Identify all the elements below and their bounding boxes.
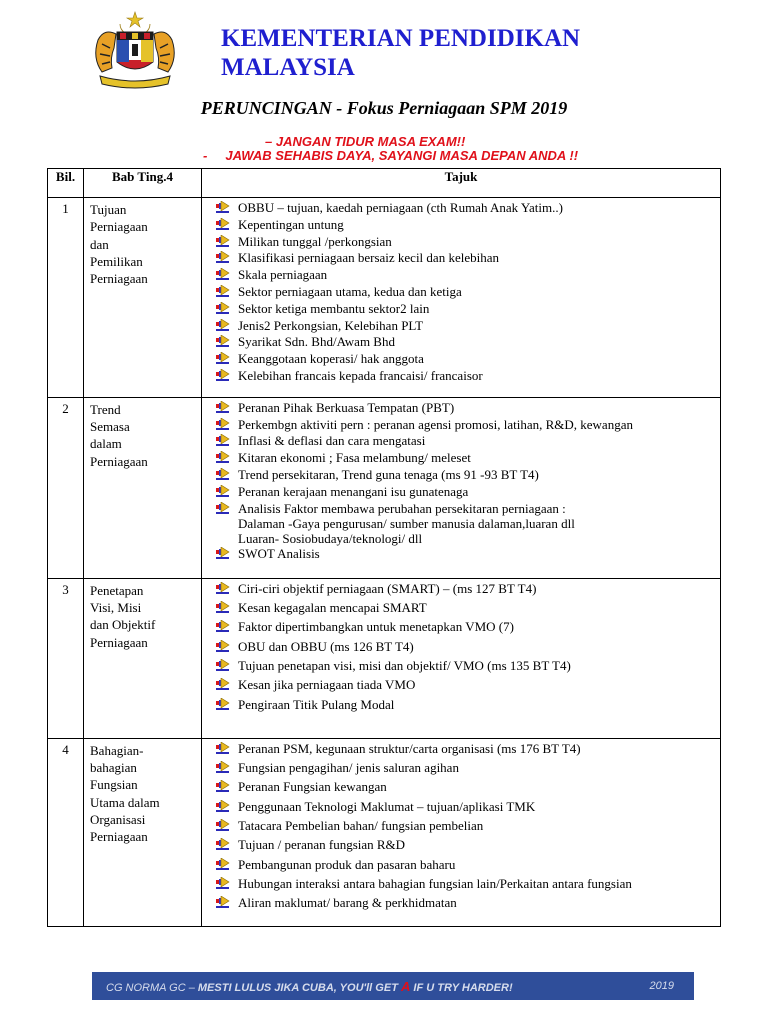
- topic-item: [206, 697, 716, 716]
- arrow-bullet-icon: [216, 434, 231, 447]
- topic-text-wrap: [238, 484, 468, 499]
- topic-item: [206, 417, 716, 434]
- topic-item: [206, 318, 716, 335]
- arrow-bullet-icon: [216, 896, 231, 909]
- chapter-line: Perniagaan: [90, 634, 148, 650]
- chapter-line: Semasa: [90, 419, 130, 435]
- topic-item: [206, 677, 716, 696]
- topic-text: OBU dan OBBU (ms 126 BT T4): [238, 638, 414, 654]
- ministry-name: [221, 24, 580, 82]
- topic-text: Penggunaan Teknologi Maklumat – tujuan/aplikasi TMK: [238, 798, 536, 814]
- header-bil: Bil.: [48, 169, 84, 198]
- topic-text: Milikan tunggal /perkongsian: [238, 233, 392, 249]
- chapter-cell: [84, 738, 202, 927]
- topic-text: OBBU – tujuan, kaedah perniagaan (cth Rumah Anak Yatim..): [238, 200, 563, 215]
- chapter-line: Pemilikan: [90, 253, 143, 269]
- topic-text-wrap: [238, 501, 575, 546]
- arrow-bullet-icon: [216, 620, 231, 633]
- arrow-bullet-icon: [216, 235, 231, 248]
- topic-text-wrap: [238, 895, 457, 910]
- topic-item: [206, 619, 716, 638]
- topic-text: Hubungan interaksi antara bahagian fungsian lain/Perkaitan antara fungsian: [238, 875, 632, 891]
- topic-text-wrap: [238, 639, 414, 654]
- row-number: 2: [48, 397, 84, 578]
- topic-item: [206, 484, 716, 501]
- topic-item: [206, 501, 716, 546]
- arrow-bullet-icon: [216, 401, 231, 414]
- topic-item: [206, 267, 716, 284]
- topic-text-wrap: [238, 619, 514, 634]
- topic-list: [206, 741, 716, 915]
- arrow-bullet-icon: [216, 780, 231, 793]
- chapter-line: Penetapan: [90, 582, 144, 598]
- topic-text: Peranan kerajaan menangani isu gunatenaga: [238, 483, 469, 499]
- topic-text: Tujuan / peranan fungsian R&D: [238, 837, 406, 853]
- arrow-bullet-icon: [216, 877, 231, 890]
- footer-author: CG NORMA GC –: [106, 981, 198, 994]
- topic-text-wrap: [238, 417, 633, 432]
- arrow-bullet-icon: [216, 201, 231, 214]
- topics-cell: [202, 738, 721, 927]
- table-header-row: [48, 169, 721, 198]
- topic-item: [206, 284, 716, 301]
- topic-text: Pembangunan produk dan pasaran baharu: [238, 856, 456, 872]
- footer-slogan: [106, 979, 513, 994]
- topic-text: Kepentingan untung: [238, 216, 344, 232]
- topic-item: [206, 217, 716, 234]
- arrow-bullet-icon: [216, 451, 231, 464]
- topic-text-wrap: [238, 467, 539, 482]
- topic-item: [206, 581, 716, 600]
- arrow-bullet-icon: [216, 302, 231, 315]
- arrow-bullet-icon: [216, 335, 231, 348]
- topic-text-wrap: [238, 284, 462, 299]
- topic-text-wrap: [238, 433, 425, 448]
- topic-text-wrap: [238, 600, 427, 615]
- document-title: PERUNCINGAN - Fokus Perniagaan SPM 2019: [200, 98, 568, 118]
- topic-text: Fungsian pengagihan/ jenis saluran agihan: [238, 760, 459, 776]
- row-number: 3: [48, 578, 84, 738]
- chapter-cell: [84, 198, 202, 398]
- topic-text-wrap: [238, 250, 499, 265]
- topic-text: Syarikat Sdn. Bhd/Awam Bhd: [238, 334, 395, 350]
- topic-item: [206, 301, 716, 318]
- topic-item: [206, 895, 716, 914]
- arrow-bullet-icon: [216, 547, 231, 560]
- topic-text: Trend persekitaran, Trend guna tenaga (ms 91 -93 BT T4): [238, 466, 539, 482]
- topic-item: [206, 658, 716, 677]
- topic-text: Aliran maklumat/ barang & perkhidmatan: [238, 895, 457, 911]
- topic-text: Sektor ketiga membantu sektor2 lain: [238, 300, 430, 316]
- topics-table: [47, 168, 721, 927]
- arrow-bullet-icon: [216, 761, 231, 774]
- topic-text: Peranan PSM, kegunaan struktur/carta organisasi (ms 176 BT T4): [238, 740, 581, 756]
- arrow-bullet-icon: [216, 352, 231, 365]
- topic-text: Analisis Faktor membawa perubahan persekitaran perniagaan :: [238, 500, 566, 516]
- topic-item: [206, 546, 716, 563]
- topic-text: Sektor perniagaan utama, kedua dan ketiga: [238, 283, 462, 299]
- topic-text-wrap: [238, 234, 392, 249]
- topic-text-wrap: [238, 857, 455, 872]
- topic-item: [206, 818, 716, 837]
- footer-motto: MESTI LULUS JIKA CUBA, YOU'll GET: [197, 981, 401, 994]
- header-bab: Bab Ting.4: [84, 169, 202, 198]
- topic-subtext: Dalaman -Gaya pengurusan/ sumber manusia dalaman,luaran dll: [238, 515, 575, 531]
- chapter-line: dan Objektif: [90, 617, 156, 633]
- chapter-line: Perniagaan: [90, 271, 148, 287]
- topic-list: [206, 400, 716, 563]
- topic-text: Tujuan penetapan visi, misi dan objektif/ VMO (ms 135 BT T4): [238, 657, 571, 673]
- arrow-bullet-icon: [216, 418, 231, 431]
- chapter-line: dan: [90, 236, 109, 252]
- topic-text: Peranan Fungsian kewangan: [238, 779, 387, 795]
- arrow-bullet-icon: [216, 659, 231, 672]
- topic-item: [206, 250, 716, 267]
- topic-subtext: Luaran- Sosiobudaya/teknologi/ dll: [238, 530, 423, 546]
- topic-text: Kelebihan francais kepada francaisi/ francaisor: [238, 367, 483, 383]
- warning-line-2: - JAWAB SEHABIS DAYA, SAYANGI MASA DEPAN ANDA !!: [203, 148, 579, 163]
- arrow-bullet-icon: [216, 268, 231, 281]
- topic-text-wrap: [238, 200, 563, 215]
- topic-text-wrap: [238, 217, 344, 232]
- warning-line-1: – JANGAN TIDUR MASA EXAM!!: [265, 134, 466, 149]
- topic-text-wrap: [238, 400, 454, 415]
- chapter-line: Perniagaan: [90, 829, 148, 845]
- topic-list: [206, 581, 716, 716]
- topic-text-wrap: [238, 741, 581, 756]
- chapter-line: Perniagaan: [90, 219, 148, 235]
- arrow-bullet-icon: [216, 582, 231, 595]
- topic-text: Perkembgn aktiviti pern : peranan agensi promosi, latihan, R&D, kewangan: [238, 416, 633, 432]
- chapter-line: Trend: [90, 401, 121, 417]
- chapter-line: dalam: [90, 436, 122, 452]
- topic-text-wrap: [238, 368, 483, 383]
- table-row: [48, 397, 721, 578]
- topic-item: [206, 400, 716, 417]
- chapter-line: Tujuan: [90, 202, 127, 217]
- topic-item: [206, 368, 716, 385]
- topic-item: [206, 467, 716, 484]
- topic-text-wrap: [238, 677, 415, 692]
- arrow-bullet-icon: [216, 369, 231, 382]
- topic-item: [206, 779, 716, 798]
- chapter-line: Perniagaan: [90, 453, 148, 469]
- topic-text: Keanggotaan koperasi/ hak anggota: [238, 351, 424, 367]
- ministry-name-line2: MALAYSIA: [221, 54, 355, 81]
- topic-text: Faktor dipertimbangkan untuk menetapkan VMO (7): [238, 619, 514, 635]
- topic-text-wrap: [238, 351, 424, 366]
- topics-cell: [202, 397, 721, 578]
- chapter-cell: [84, 397, 202, 578]
- topic-item: [206, 200, 716, 217]
- arrow-bullet-icon: [216, 319, 231, 332]
- topic-text: Jenis2 Perkongsian, Kelebihan PLT: [238, 317, 424, 333]
- topic-text: Kesan kegagalan mencapai SMART: [238, 600, 427, 616]
- table-row: [48, 738, 721, 927]
- ministry-name-line1: KEMENTERIAN PENDIDIKAN: [221, 25, 581, 52]
- footer-year: 2019: [649, 980, 674, 992]
- topic-item: [206, 433, 716, 450]
- arrow-bullet-icon: [216, 678, 231, 691]
- chapter-cell: [84, 578, 202, 738]
- topic-text: Inflasi & deflasi dan cara mengatasi: [238, 433, 426, 449]
- topic-text: SWOT Analisis: [238, 545, 320, 561]
- topic-text-wrap: [238, 837, 405, 852]
- arrow-bullet-icon: [216, 819, 231, 832]
- topics-cell: [202, 198, 721, 398]
- topic-text-wrap: [238, 450, 471, 465]
- topic-text: Skala perniagaan: [238, 267, 328, 283]
- arrow-bullet-icon: [216, 858, 231, 871]
- topic-text-wrap: [238, 658, 571, 673]
- chapter-line: Fungsian: [90, 777, 138, 793]
- chapter-line: Visi, Misi: [90, 600, 142, 616]
- topic-item: [206, 799, 716, 818]
- arrow-bullet-icon: [216, 800, 231, 813]
- topic-text: Tatacara Pembelian bahan/ fungsian pembelian: [238, 817, 484, 833]
- topic-text-wrap: [238, 876, 632, 891]
- chapter-line: Bahagian-: [90, 742, 144, 758]
- chapter-line: Utama dalam: [90, 794, 160, 810]
- header-tajuk: Tajuk: [202, 169, 721, 198]
- topic-text-wrap: [238, 334, 395, 349]
- topics-cell: [202, 578, 721, 738]
- topic-item: [206, 234, 716, 251]
- topic-item: [206, 351, 716, 368]
- row-number: 4: [48, 738, 84, 927]
- topic-text-wrap: [238, 301, 429, 316]
- arrow-bullet-icon: [216, 485, 231, 498]
- arrow-bullet-icon: [216, 468, 231, 481]
- topic-text-wrap: [238, 697, 394, 712]
- topic-item: [206, 876, 716, 895]
- arrow-bullet-icon: [216, 502, 231, 515]
- arrow-bullet-icon: [216, 251, 231, 264]
- arrow-bullet-icon: [216, 742, 231, 755]
- topic-text-wrap: [238, 799, 535, 814]
- topic-text-wrap: [238, 779, 387, 794]
- topic-item: [206, 741, 716, 760]
- topic-text-wrap: [238, 818, 483, 833]
- topic-item: [206, 857, 716, 876]
- coat-of-arms-logo: [90, 10, 180, 94]
- topic-text-wrap: [238, 267, 327, 282]
- topic-text: Kesan jika perniagaan tiada VMO: [238, 677, 416, 693]
- topic-item: [206, 837, 716, 856]
- chapter-line: bahagian: [90, 760, 137, 776]
- topic-item: [206, 450, 716, 467]
- table-row: [48, 198, 721, 398]
- arrow-bullet-icon: [216, 640, 231, 653]
- arrow-bullet-icon: [216, 218, 231, 231]
- footer-grade: A: [400, 978, 411, 994]
- topic-text-wrap: [238, 581, 536, 596]
- chapter-line: Organisasi: [90, 811, 146, 827]
- arrow-bullet-icon: [216, 601, 231, 614]
- footer-banner: [92, 972, 694, 1000]
- topic-item: [206, 600, 716, 619]
- arrow-bullet-icon: [216, 698, 231, 711]
- topic-text: Kitaran ekonomi ; Fasa melambung/ meleset: [238, 450, 471, 466]
- topic-item: [206, 639, 716, 658]
- topic-text: Pengiraan Titik Pulang Modal: [238, 696, 395, 712]
- footer-motto-end: IF U TRY HARDER!: [410, 981, 513, 994]
- topic-text: Klasifikasi perniagaan bersaiz kecil dan kelebihan: [238, 250, 499, 266]
- topic-item: [206, 334, 716, 351]
- row-number: 1: [48, 198, 84, 398]
- arrow-bullet-icon: [216, 838, 231, 851]
- topic-text: Ciri-ciri objektif perniagaan (SMART) – (ms 127 BT T4): [238, 580, 537, 596]
- topic-text-wrap: [238, 318, 423, 333]
- topic-list: [206, 200, 716, 385]
- topic-text: Peranan Pihak Berkuasa Tempatan (PBT): [238, 399, 455, 415]
- topic-text-wrap: [238, 760, 459, 775]
- topic-text-wrap: [238, 546, 320, 561]
- arrow-bullet-icon: [216, 285, 231, 298]
- topic-item: [206, 760, 716, 779]
- table-row: [48, 578, 721, 738]
